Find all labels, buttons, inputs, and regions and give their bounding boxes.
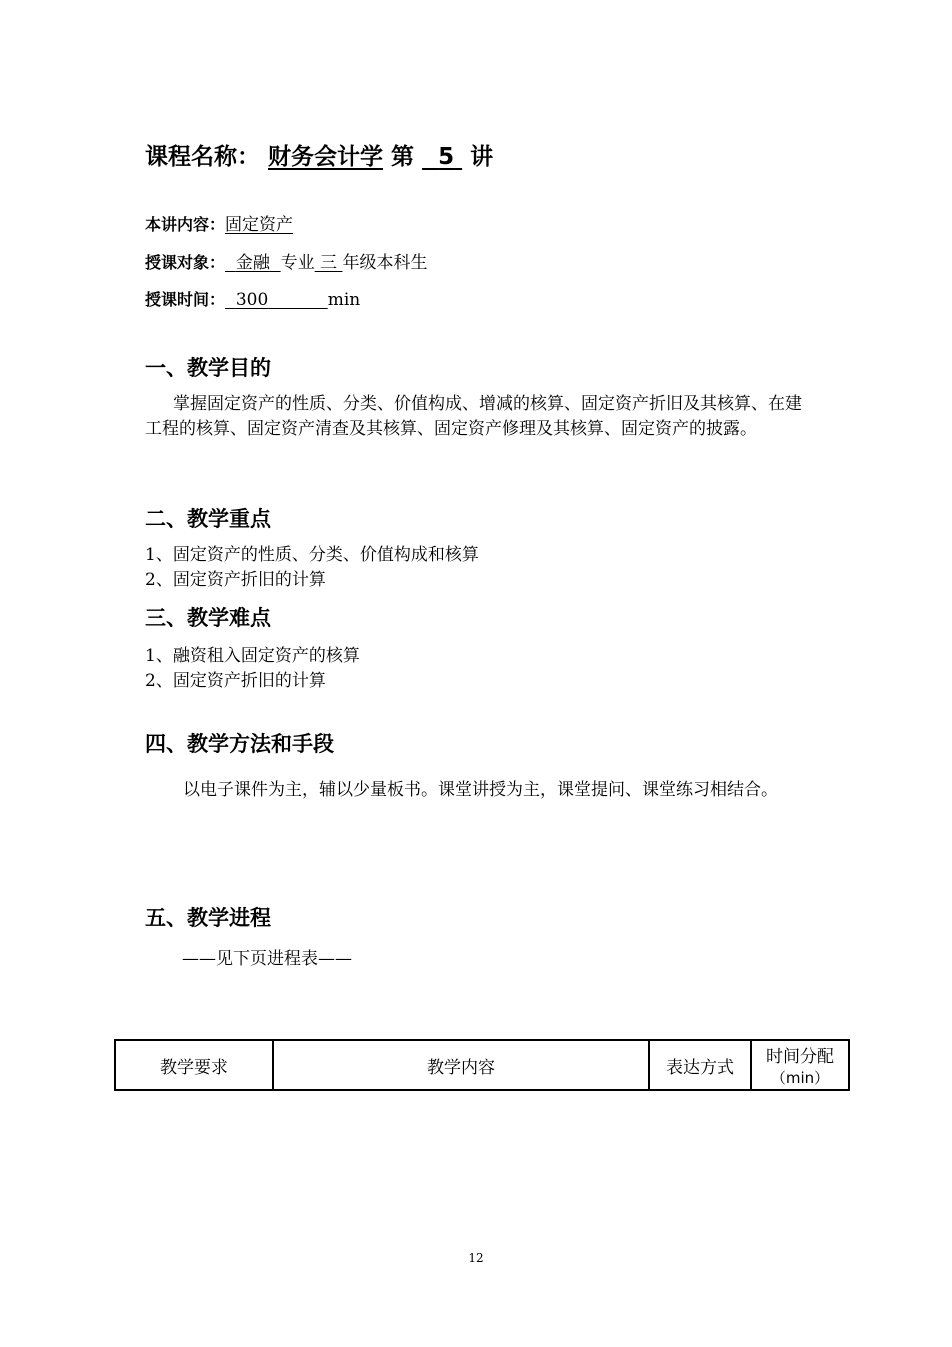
header-time bbox=[751, 1040, 849, 1090]
audience-year-suffix: 年级本科生 bbox=[342, 253, 428, 273]
difficulties-heading: 三、教学难点 bbox=[145, 606, 271, 630]
audience-label: 授课对象： bbox=[145, 253, 226, 272]
header-content: 教学内容 bbox=[273, 1040, 649, 1090]
content-value: 固定资产 bbox=[225, 215, 294, 235]
audience-major-suffix: 专业 bbox=[280, 253, 315, 273]
key-points-heading: 二、教学重点 bbox=[145, 507, 271, 531]
header-time-label: 时间分配 bbox=[766, 1047, 834, 1067]
page-number: 12 bbox=[468, 1251, 484, 1265]
progress-table bbox=[114, 1039, 850, 1091]
key-point-1: 1、固定资产的性质、分类、价值构成和核算 bbox=[145, 545, 479, 565]
audience-row bbox=[145, 248, 427, 273]
table-header-row bbox=[115, 1040, 849, 1090]
time-value: 300 bbox=[235, 290, 269, 310]
objective-text: 掌握固定资产的性质、分类、价值构成、增减的核算、固定资产折旧及其核算、在建工程的核算、固定资产清查及其核算、固定资产修理及其核算、固定资产的披露。 bbox=[145, 394, 802, 439]
time-unit: min bbox=[327, 290, 361, 310]
methods-text: 以电子课件为主，辅以少量板书。课堂讲授为主，课堂提问、课堂练习相结合。 bbox=[183, 780, 778, 800]
lecture-content-row bbox=[145, 210, 293, 235]
header-time-unit: （min） bbox=[770, 1069, 830, 1087]
header-method: 表达方式 bbox=[649, 1040, 751, 1090]
difficulty-2: 2、固定资产折旧的计算 bbox=[145, 671, 326, 691]
lecture-suffix: 讲 bbox=[470, 144, 494, 170]
lecture-number: 5 bbox=[438, 144, 455, 170]
course-label: 课程名称： bbox=[145, 144, 260, 170]
progress-heading: 五、教学进程 bbox=[145, 906, 271, 930]
methods-heading: 四、教学方法和手段 bbox=[145, 732, 334, 756]
progress-note: ——见下页进程表—— bbox=[182, 949, 352, 969]
objective-heading: 一、教学目的 bbox=[145, 356, 271, 380]
course-name: 财务会计学 bbox=[268, 144, 384, 170]
lecture-prefix: 第 bbox=[391, 144, 415, 170]
difficulty-1: 1、融资租入固定资产的核算 bbox=[145, 646, 360, 666]
content-label: 本讲内容： bbox=[145, 215, 226, 234]
course-title bbox=[145, 138, 493, 171]
time-row bbox=[145, 287, 360, 310]
audience-major: 金融 bbox=[235, 253, 270, 273]
audience-year: 三 bbox=[320, 253, 338, 273]
time-label: 授课时间： bbox=[145, 290, 226, 309]
header-requirements: 教学要求 bbox=[115, 1040, 273, 1090]
key-point-2: 2、固定资产折旧的计算 bbox=[145, 570, 326, 590]
